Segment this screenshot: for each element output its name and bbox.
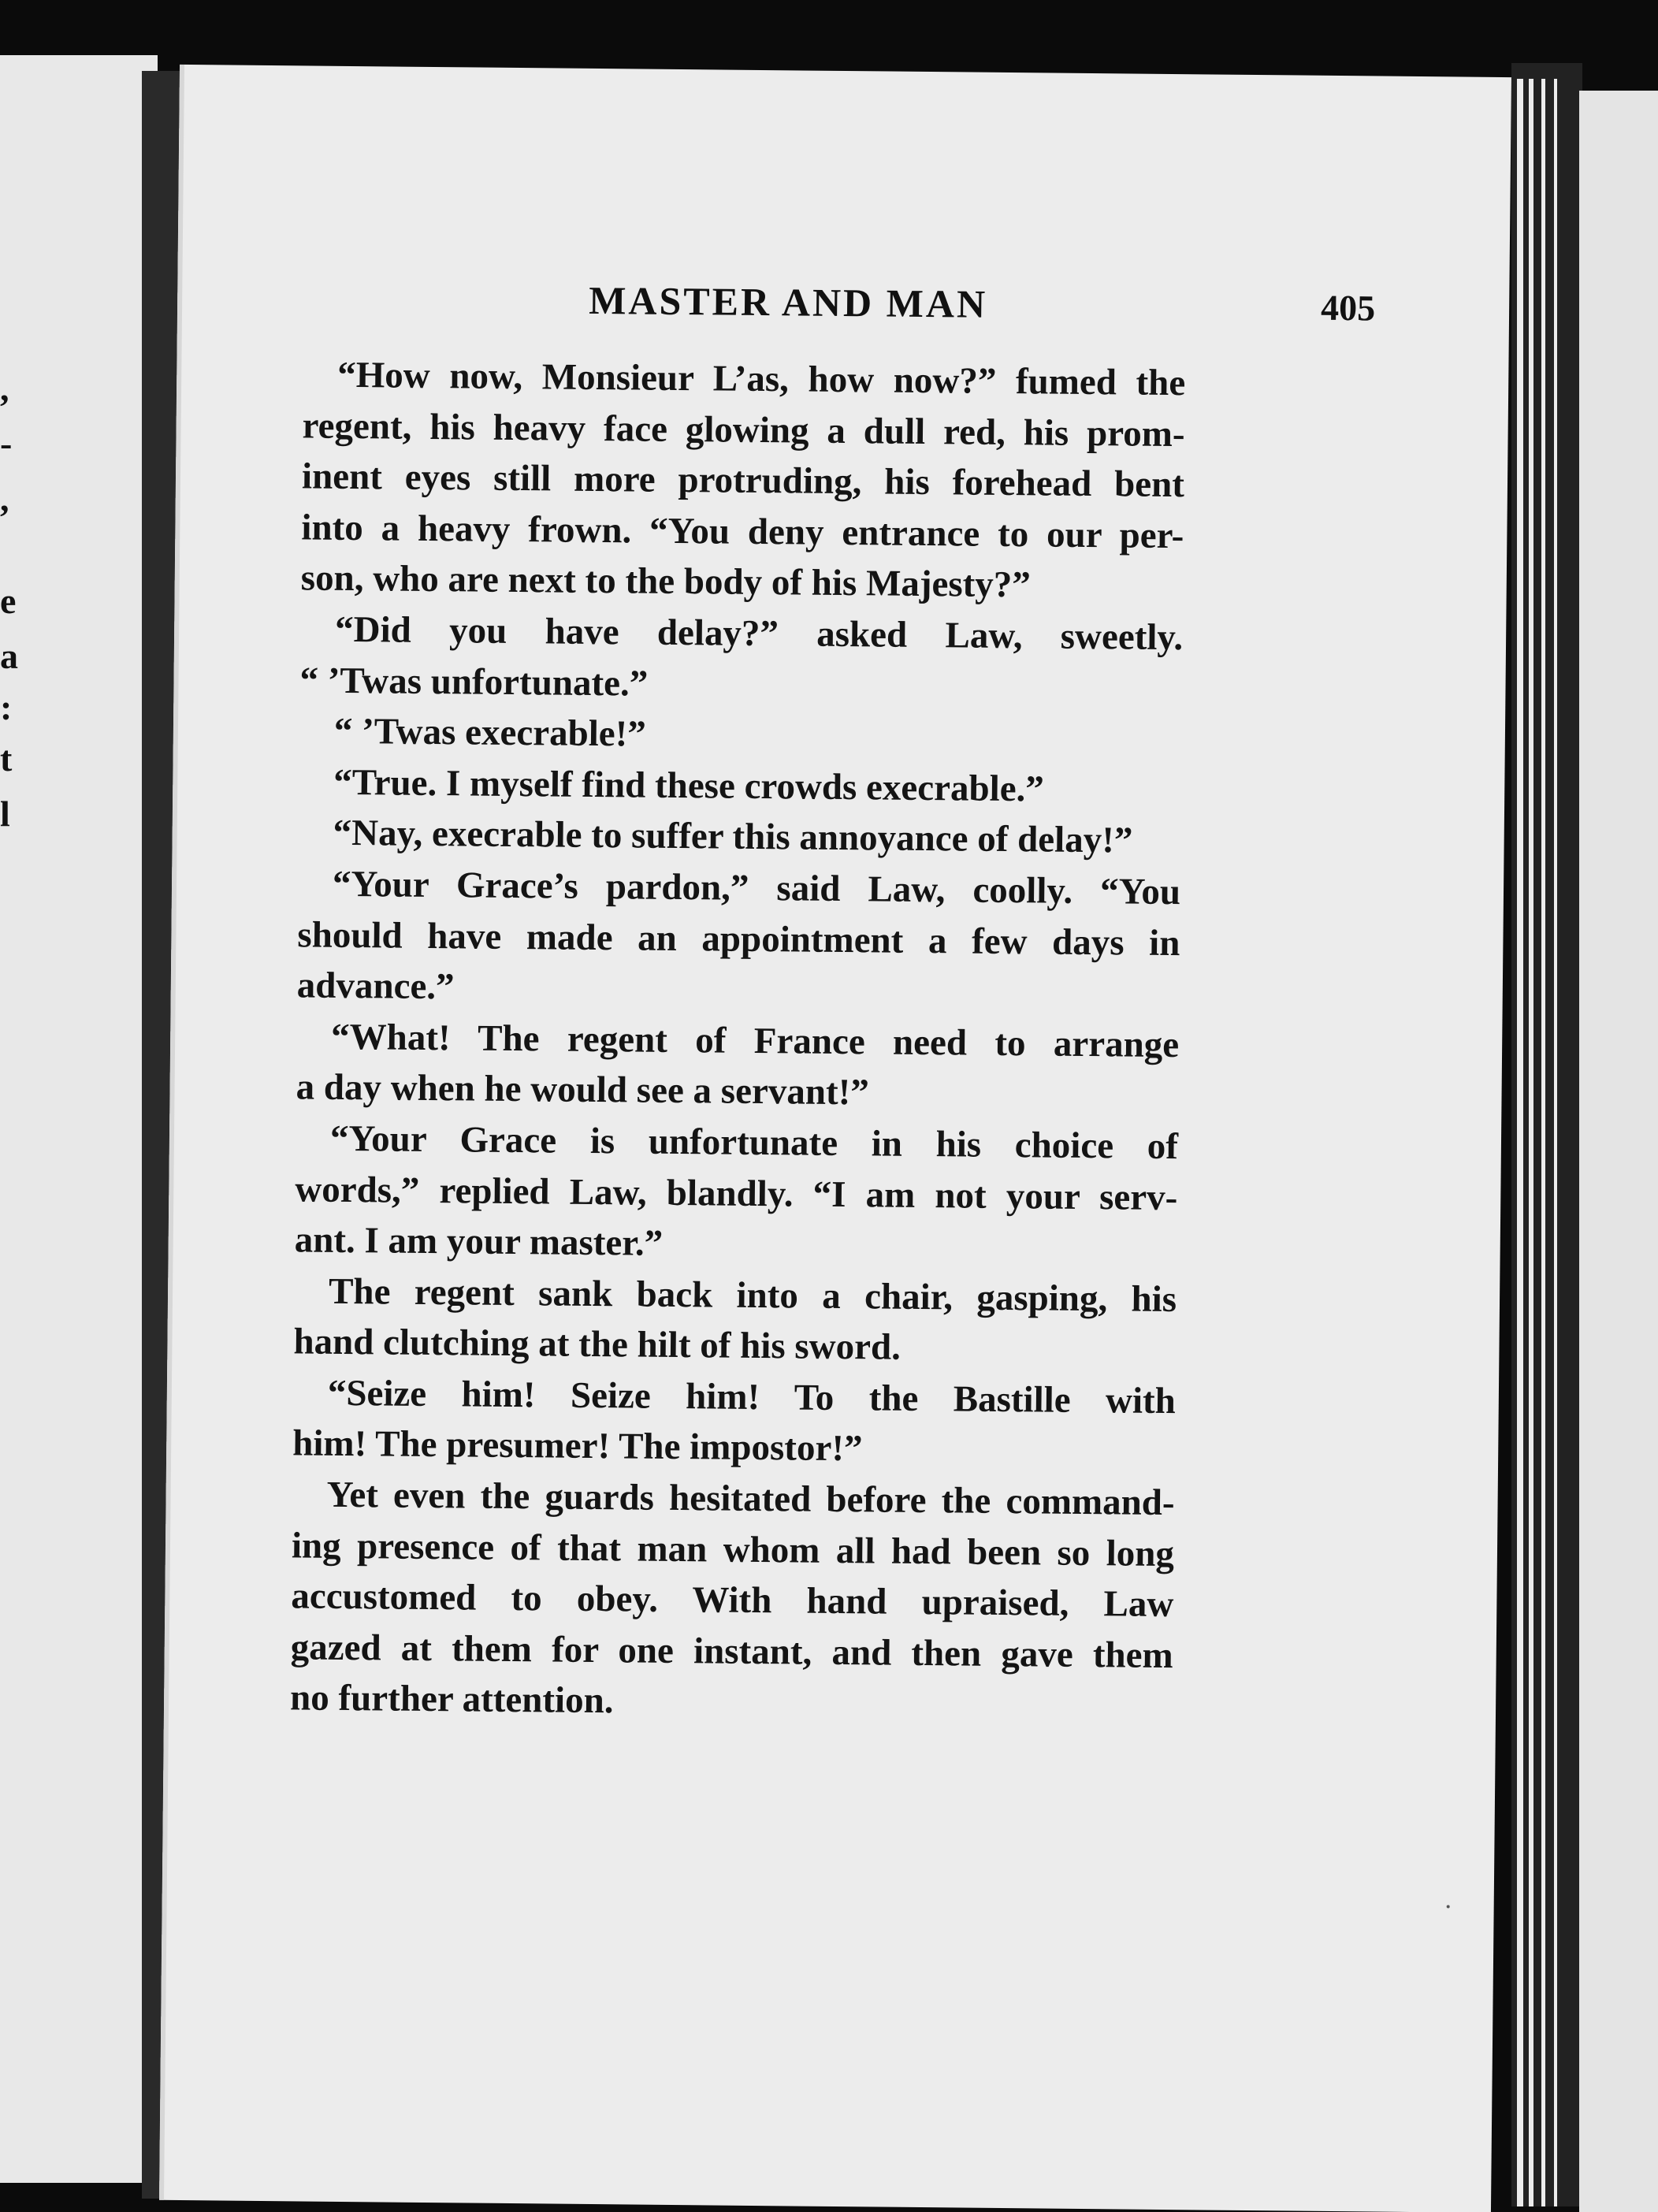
page-number: 405: [1320, 287, 1376, 329]
text-line: “Your Grace’s pardon,” said Law, coolly. “You: [332, 863, 1181, 913]
page-stack-edge: [1529, 79, 1533, 2206]
text-line: inent eyes still more protruding, his forehead bent: [301, 455, 1185, 506]
text-line: words,” replied Law, blandly. “I am not your serv-: [295, 1168, 1178, 1218]
text-line: “True. I myself find these crowds execrable.”: [333, 761, 1045, 810]
text-line: ant. I am your master.”: [294, 1219, 664, 1264]
text-line: ing presence of that man whom all had been so long: [291, 1524, 1175, 1574]
text-line: a day when he would see a servant!”: [296, 1066, 870, 1113]
left-page-fragment: e: [0, 581, 17, 621]
paragraph: [298, 808, 1181, 867]
left-page-fragment: -: [0, 423, 13, 463]
text-line: “Your Grace is unfortunate in his choice of: [329, 1117, 1179, 1168]
paragraph: [294, 1113, 1178, 1274]
left-page-fragment: l: [0, 794, 10, 834]
text-line: “How now, Monsieur L’as, how now?” fumed the: [337, 354, 1186, 404]
page-stack-edge: [1541, 79, 1545, 2206]
paragraph: [296, 1011, 1179, 1121]
text-line: “What! The regent of France need to arrange: [330, 1016, 1180, 1065]
text-line: “Seize him! Seize him! To the Bastille with: [327, 1372, 1177, 1422]
left-page-fragment: :: [0, 687, 13, 727]
text-line: The regent sank back into a chair, gasping, his: [328, 1270, 1177, 1320]
text-line: son, who are next to the body of his Majesty?”: [300, 557, 1032, 606]
paragraph: [297, 858, 1181, 1020]
page-stack-edge: [1517, 79, 1523, 2206]
paragraph: [299, 706, 1183, 765]
text-line: Yet even the guards hesitated before the command-: [326, 1474, 1175, 1524]
text-line: should have made an appointment a few days in: [297, 913, 1180, 964]
paragraph: [299, 604, 1183, 714]
running-head: MASTER AND MAN: [588, 277, 988, 326]
text-line: hand clutching at the hilt of his sword.: [293, 1321, 901, 1369]
text-line: “Did you have delay?” asked Law, sweetly.: [334, 608, 1184, 659]
paragraph: [290, 1469, 1175, 1732]
left-page-fragment: ,: [0, 478, 9, 519]
paragraph: [300, 349, 1185, 612]
text-line: “ ’Twas unfortunate.”: [299, 659, 649, 704]
paragraph: [299, 757, 1182, 816]
facing-page-edge: [1579, 91, 1658, 2212]
text-line: regent, his heavy face glowing a dull red, his prom-: [302, 404, 1185, 455]
left-page-fragment: ,: [0, 368, 9, 408]
text-line: “Nay, execrable to suffer this annoyance of delay!”: [333, 812, 1133, 861]
text-line: him! The presumer! The impostor!”: [292, 1422, 863, 1470]
previous-page-edge: [0, 55, 158, 2183]
text-line: no further attention.: [289, 1677, 614, 1722]
text-line: gazed at them for one instant, and then gave them: [290, 1626, 1173, 1676]
body-text: [290, 349, 1186, 1732]
text-line: advance.”: [296, 965, 455, 1008]
left-page-fragment: a: [0, 636, 18, 676]
page-stack-edge: [1554, 79, 1557, 2206]
paragraph: [292, 1367, 1176, 1478]
left-page-fragment: t: [0, 738, 13, 779]
text-line: into a heavy frown. “You deny entrance to our per-: [301, 507, 1184, 556]
paper-speck: [1447, 1905, 1450, 1908]
text-line: “ ’Twas execrable!”: [333, 710, 647, 755]
text-line: accustomed to obey. With hand upraised, Law: [291, 1575, 1174, 1626]
book-page: [159, 65, 1511, 2212]
paragraph: [293, 1266, 1177, 1376]
